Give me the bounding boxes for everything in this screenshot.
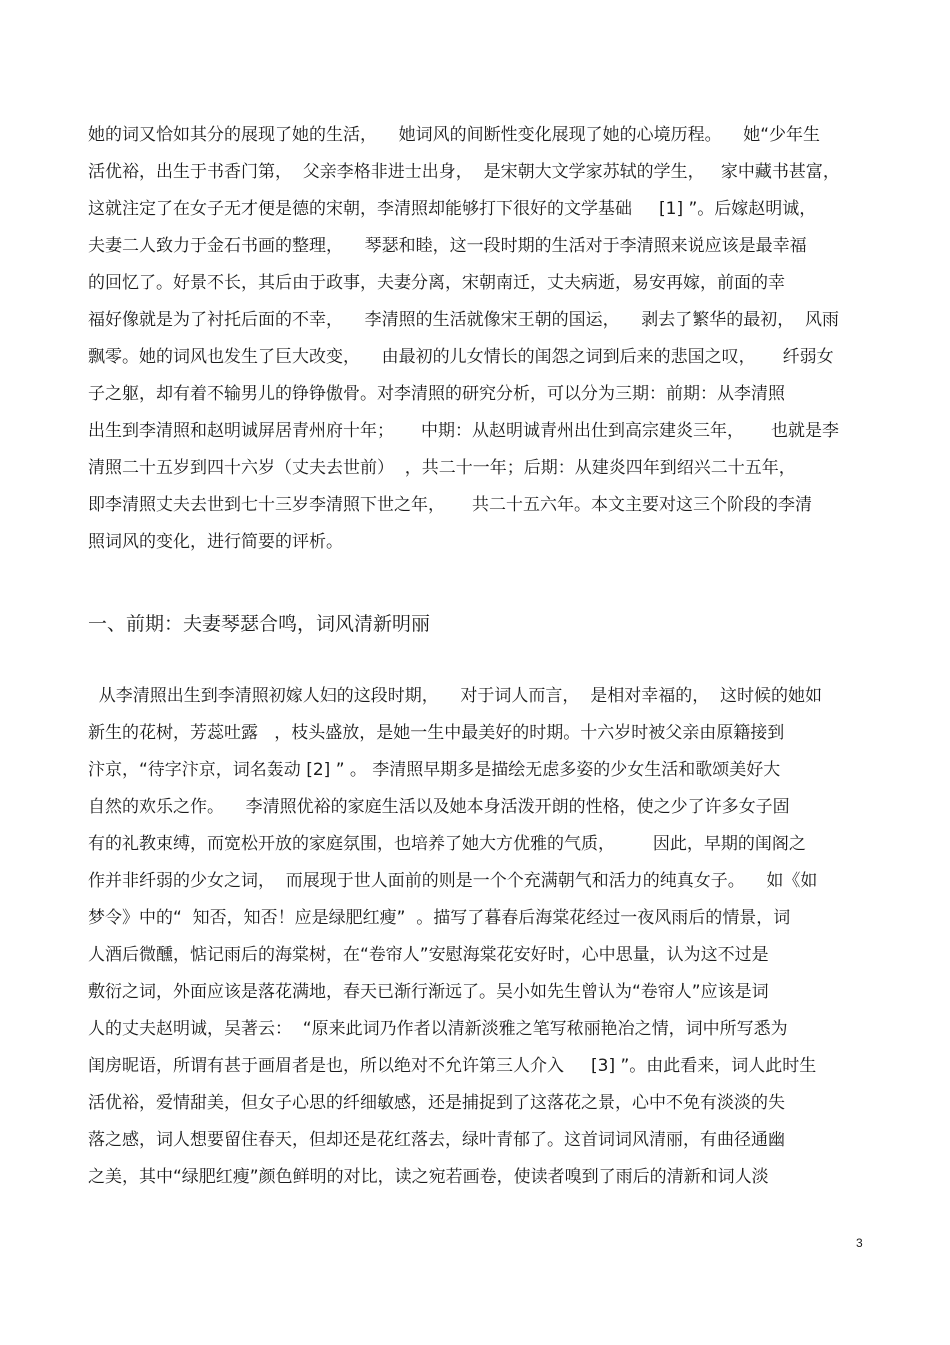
- paragraph-1-line-6: 福好像就是为了衬托后面的不幸， 李清照的生活就像宋王朝的国运， 剥去了繁华的最初， 风雨: [88, 310, 840, 330]
- paragraph-1-line-1: 她的词又恰如其分的展现了她的生活， 她词风的间断性变化展现了她的心境历程。 她“少年生: [88, 125, 821, 145]
- paragraph-1-line-2: 活优裕，出生于书香门第， 父亲李格非进士出身， 是宋朝大文学家苏轼的学生， 家中藏书甚富，: [88, 162, 840, 182]
- paragraph-1-line-8: 子之躯，却有着不输男儿的铮铮傲骨。对李清照的研究分析，可以分为三期：前期：从李清照: [88, 384, 785, 404]
- paragraph-2-line-9: 敷衍之词，外面应该是落花满地，春天已渐行渐远了。吴小如先生曾认为“卷帘人”应该是词: [88, 982, 769, 1002]
- page-number: 3: [856, 1236, 863, 1250]
- paragraph-2-line-11: 闺房昵语，所谓有甚于画眉者是也，所以绝对不允许第三人介入 [3] ”。由此看来，词人此时生: [88, 1056, 817, 1076]
- paragraph-2-line-10: 人的丈夫赵明诚，吴著云： “原来此词乃作者以清新淡雅之笔写秾丽艳冶之情，词中所写悉为: [88, 1019, 788, 1039]
- paragraph-1-line-12: 照词风的变化，进行简要的评析。: [88, 532, 343, 552]
- paragraph-2-line-7: 梦令》中的“ 知否，知否！应是绿肥红瘦” 。描写了暮春后海棠花经过一夜风雨后的情景，词: [88, 908, 791, 928]
- paragraph-2-line-1: 从李清照出生到李清照初嫁人妇的这段时期， 对于词人而言， 是相对幸福的， 这时候的她如: [88, 686, 823, 706]
- paragraph-2-line-6: 作并非纤弱的少女之词， 而展现于世人面前的则是一个个充满朝气和活力的纯真女子。 如《如: [88, 871, 818, 891]
- paragraph-2-line-3: 汴京，“待字汴京，词名轰动 [2] ” 。 李清照早期多是描绘无虑多姿的少女生活和歌颂美好大: [88, 760, 781, 780]
- paragraph-2-line-2: 新生的花树，芳蕊吐露 ，枝头盛放，是她一生中最美好的时期。十六岁时被父亲由原籍接到: [88, 723, 785, 743]
- paragraph-1-line-9: 出生到李清照和赵明诚屏居青州府十年； 中期：从赵明诚青州出仕到高宗建炎三年， 也就是李: [88, 421, 840, 441]
- paragraph-2-line-4: 自然的欢乐之作。 李清照优裕的家庭生活以及她本身活泼开朗的性格，使之少了许多女子固: [88, 797, 790, 817]
- section-heading: 一、前期：夫妻琴瑟合鸣，词风清新明丽: [88, 613, 431, 635]
- paragraph-1-line-11: 即李清照丈夫去世到七十三岁李清照下世之年， 共二十五六年。本文主要对这三个阶段的李清: [88, 495, 813, 515]
- paragraph-2-line-8: 人酒后微醺，惦记雨后的海棠树，在“卷帘人”安慰海棠花安好时，心中思量，认为这不过是: [88, 945, 769, 965]
- paragraph-1-line-7: 飘零。她的词风也发生了巨大改变， 由最初的儿女情长的闺怨之词到后来的悲国之叹， 纤弱女: [88, 347, 834, 367]
- paragraph-2-line-5: 有的礼教束缚，而宽松开放的家庭氛围，也培养了她大方优雅的气质， 因此，早期的闺阁之: [88, 834, 806, 854]
- paragraph-1-line-5: 的回忆了。好景不长，其后由于政事，夫妻分离，宋朝南迁，丈夫病逝，易安再嫁，前面的幸: [88, 273, 785, 293]
- paragraph-2-line-14: 之美，其中“绿肥红瘦”颜色鲜明的对比，读之宛若画卷，使读者嗅到了雨后的清新和词人淡: [88, 1167, 769, 1187]
- paragraph-1-line-10: 清照二十五岁到四十六岁（丈夫去世前） ，共二十一年；后期：从建炎四年到绍兴二十五年，: [88, 458, 796, 478]
- paragraph-2-line-12: 活优裕，爱情甜美，但女子心思的纤细敏感，还是捕捉到了这落花之景，心中不免有淡淡的失: [88, 1093, 785, 1113]
- paragraph-1-line-4: 夫妻二人致力于金石书画的整理， 琴瑟和睦，这一段时期的生活对于李清照来说应该是最幸福: [88, 236, 807, 256]
- paragraph-1-line-3: 这就注定了在女子无才便是德的宋朝，李清照却能够打下很好的文学基础 [1] ”。后嫁赵明诚，: [88, 199, 817, 219]
- paragraph-2-line-13: 落之感，词人想要留住春天，但却还是花红落去，绿叶青郁了。这首词词风清丽，有曲径通幽: [88, 1130, 785, 1150]
